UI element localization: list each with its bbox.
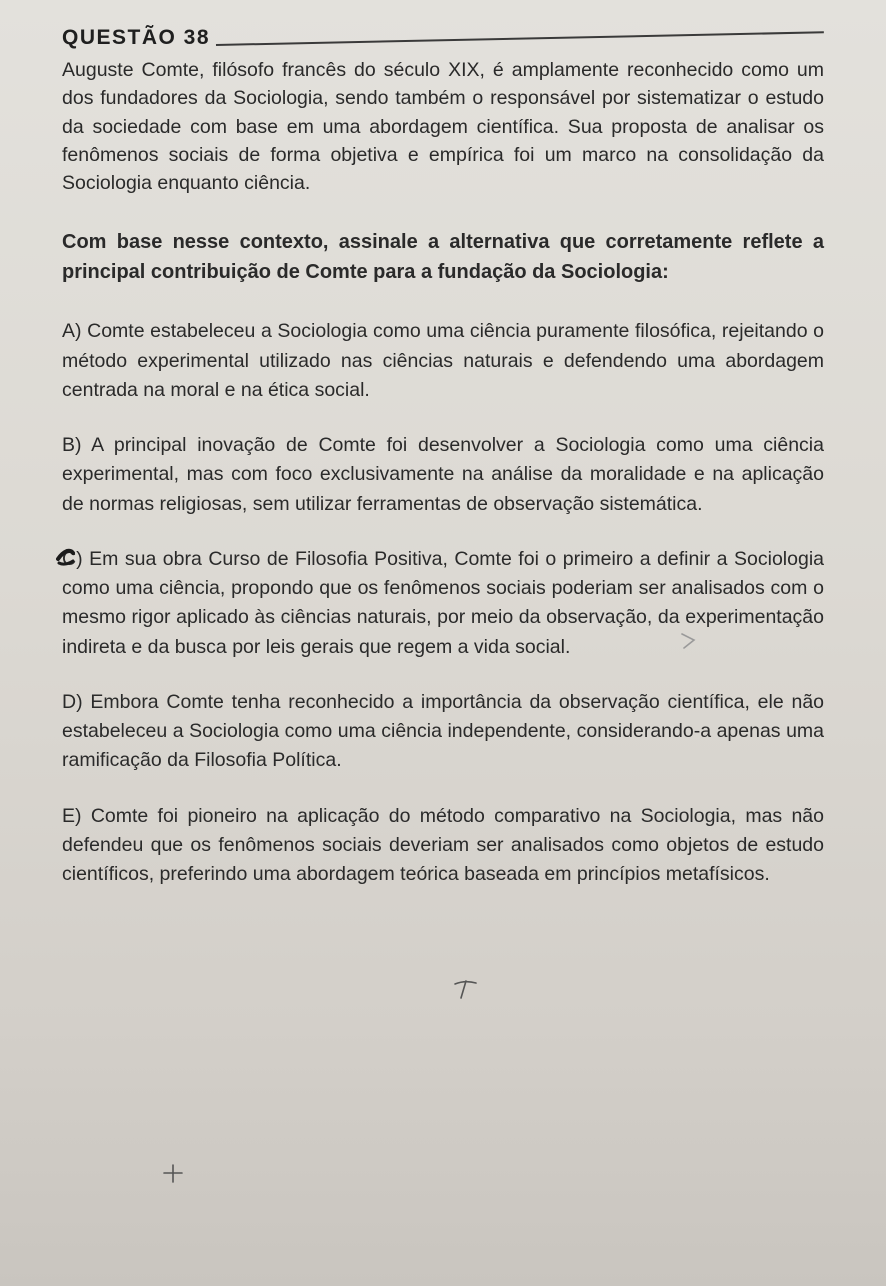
option-a[interactable] [62,317,824,405]
pen-plus-mark-icon [160,1162,188,1184]
option-a-letter: A) [62,320,82,343]
question-header [62,26,824,50]
option-d[interactable] [62,688,824,776]
option-c[interactable] [62,545,824,662]
title-underline [216,31,824,46]
pen-cross-mark-icon [452,978,480,1000]
option-b[interactable] [62,431,824,519]
question-intro: Auguste Comte, filósofo francês do século XIX, é amplamente reconhecido como um dos fundadores da Sociologia, sendo também o responsável por sistematizar o estudo da sociedade com base em uma abordagem científica. Sua proposta de analisar os fenômenos sociais de forma objetiva e empírica foi um marco na consolidação da Sociologia enquanto ciência. [62,59,824,195]
answer-options [62,317,824,889]
option-b-letter: B) [62,434,82,457]
pencil-tick-icon [680,630,708,652]
option-e[interactable] [62,802,824,890]
option-c-letter: C) [62,547,83,570]
option-e-letter: E) [62,804,82,827]
pen-check-mark-icon [56,547,78,569]
question-title: QUESTÃO 38 [62,26,211,49]
option-d-text: Embora Comte tenha reconhecido a importância da observação científica, ele não estabeleceu a Sociologia como uma ciência independente, considerando-a apenas uma ramificação da Filosofia Política. [62,690,825,772]
option-c-letter-wrap [62,545,83,574]
option-e-text: Comte foi pioneiro na aplicação do método comparativo na Sociologia, mas não defendeu que os fenômenos sociais deveriam ser analisados como objetos de estudo científicos, preferindo uma abordagem teórica baseada em princípios metafísicos. [62,804,824,886]
option-a-text: Comte estabeleceu a Sociologia como uma ciência puramente filosófica, rejeitando o método experimental utilizado nas ciências naturais e defendendo uma abordagem centrada na moral e na ética social. [62,320,825,401]
option-b-text: A principal inovação de Comte foi desenvolver a Sociologia como uma ciência experimental, mas com foco exclusivamente na análise da moralidade e na aplicação de normas religiosas, sem utilizar ferramentas de observação sistemática. [62,434,824,515]
question-prompt: Com base nesse contexto, assinale a alternativa que corretamente reflete a principal contribuição de Comte para a fundação da Sociologia: [62,231,824,284]
option-c-text: Em sua obra Curso de Filosofia Positiva, Comte foi o primeiro a definir a Sociologia como uma ciência, propondo que os fenômenos sociais poderiam ser analisados com o mesmo rigor aplicado às ciências naturais, por meio da observação, da experimentação indireta e da busca por leis gerais que regem a vida social. [62,547,824,658]
option-d-letter: D) [62,690,83,713]
